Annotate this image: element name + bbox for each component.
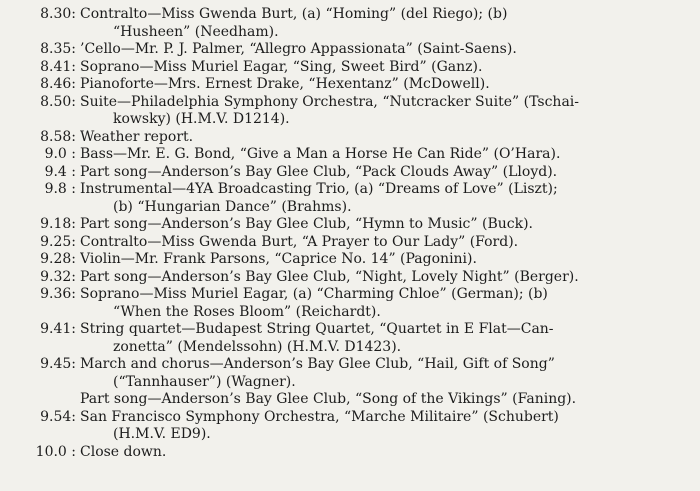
entry-line: Weather report. <box>80 128 194 145</box>
entry-body <box>80 321 684 356</box>
programme-entry <box>0 321 700 356</box>
entry-time: 8.50: <box>40 93 76 110</box>
entry-body <box>80 234 684 252</box>
entry-time: 9.41: <box>40 321 76 337</box>
entry-line: March and chorus—Anderson’s Bay Glee Club, “Hail, Gift of Song” <box>80 356 555 372</box>
entry-time: 9.45: <box>40 356 76 372</box>
programme-entry <box>0 164 700 182</box>
entry-line: Part song—Anderson’s Bay Glee Club, “Pack Clouds Away” (Lloyd). <box>80 163 558 180</box>
entry-body <box>80 76 684 94</box>
entry-body <box>80 59 684 77</box>
entry-line: Soprano—Miss Muriel Eagar, (a) “Charming Chloe” (German); (b) <box>80 286 548 302</box>
entry-line: Contralto—Miss Gwenda Burt, (a) “Homing” (del Riego); (b) <box>80 6 508 22</box>
entry-time: 9.28: <box>40 251 76 267</box>
entry-time: 10.0 : <box>35 443 76 460</box>
entry-time: 9.25: <box>40 233 76 250</box>
programme-entry <box>0 216 700 234</box>
programme-entry <box>0 59 700 77</box>
entry-line: “When the Roses Bloom” (Reichardt). <box>113 303 381 320</box>
programme-entry <box>0 41 700 59</box>
entry-line: (H.M.V. ED9). <box>113 426 211 442</box>
entry-time: 9.36: <box>40 286 76 302</box>
entry-line: Suite—Philadelphia Symphony Orchestra, “Nutcracker Suite” (Tschai- <box>80 93 579 110</box>
entry-body <box>80 286 684 321</box>
entry-time: 9.54: <box>40 408 76 425</box>
programme-entry <box>0 94 700 129</box>
entry-time: 9.18: <box>40 216 76 232</box>
entry-time: 8.41: <box>40 58 76 75</box>
programme-entry <box>0 146 700 164</box>
programme-entry <box>0 76 700 94</box>
entry-line: String quartet—Budapest String Quartet, “Quartet in E Flat—Can- <box>80 321 554 337</box>
programme-entry <box>0 409 700 444</box>
entry-time: 8.58: <box>40 128 76 145</box>
programme-entry <box>0 356 700 391</box>
entry-body <box>80 444 684 462</box>
entry-line: Contralto—Miss Gwenda Burt, “A Prayer to Our Lady” (Ford). <box>80 233 519 250</box>
entry-line: (“Tannhauser”) (Wagner). <box>113 373 296 390</box>
entry-body <box>80 216 684 234</box>
entry-line: Soprano—Miss Muriel Eagar, “Sing, Sweet Bird” (Ganz). <box>80 58 483 75</box>
entry-body <box>80 269 684 287</box>
entry-time: 8.46: <box>40 76 76 92</box>
entry-body <box>80 356 684 391</box>
entry-body <box>80 164 684 182</box>
programme-entry <box>0 391 700 409</box>
entry-line: kowsky) (H.M.V. D1214). <box>113 111 290 127</box>
entry-line: Violin—Mr. Frank Parsons, “Caprice No. 14” (Pagonini). <box>80 251 477 267</box>
entry-time: 9.4 : <box>44 163 76 180</box>
entry-line: Part song—Anderson’s Bay Glee Club, “Night, Lovely Night” (Berger). <box>80 268 579 285</box>
entry-line: Pianoforte—Mrs. Ernest Drake, “Hexentanz” (McDowell). <box>80 76 490 92</box>
entry-line: San Francisco Symphony Orchestra, “Marche Militaire” (Schubert) <box>80 408 559 425</box>
entry-line: Close down. <box>80 443 167 460</box>
entry-line: Instrumental—4YA Broadcasting Trio, (a) “Dreams of Love” (Liszt); <box>80 181 558 197</box>
programme-entry <box>0 286 700 321</box>
entry-line: ’Cello—Mr. P. J. Palmer, “Allegro Appassionata” (Saint-Saens). <box>80 41 517 57</box>
entry-line: Bass—Mr. E. G. Bond, “Give a Man a Horse He Can Ride” (O’Hara). <box>80 146 561 162</box>
entry-body <box>80 41 684 59</box>
entry-line: Part song—Anderson’s Bay Glee Club, “Hymn to Music” (Buck). <box>80 216 534 232</box>
programme-entry <box>0 269 700 287</box>
entry-body <box>80 146 684 164</box>
entry-body <box>80 251 684 269</box>
entry-time: 9.32: <box>40 268 76 285</box>
programme-entry <box>0 444 700 462</box>
entry-line: (b) “Hungarian Dance” (Brahms). <box>113 198 352 215</box>
entry-line: Part song—Anderson’s Bay Glee Club, “Song of the Vikings” (Faning). <box>80 391 577 407</box>
entry-time: 9.0 : <box>44 146 76 162</box>
programme-entry <box>0 181 700 216</box>
entry-time: 8.35: <box>40 41 76 57</box>
programme-entry <box>0 251 700 269</box>
entry-body <box>80 409 684 444</box>
entry-line: zonetta” (Mendelssohn) (H.M.V. D1423). <box>113 338 402 355</box>
programme-entry <box>0 234 700 252</box>
entry-body <box>80 94 684 129</box>
entry-time: 9.8 : <box>44 181 76 197</box>
entry-body <box>80 391 684 409</box>
programme-entry <box>0 129 700 147</box>
programme-entry <box>0 6 700 41</box>
entry-body <box>80 6 684 41</box>
entry-body <box>80 181 684 216</box>
entry-line: “Husheen” (Needham). <box>113 23 279 40</box>
entry-body <box>80 129 684 147</box>
entry-time: 8.30: <box>40 6 76 22</box>
